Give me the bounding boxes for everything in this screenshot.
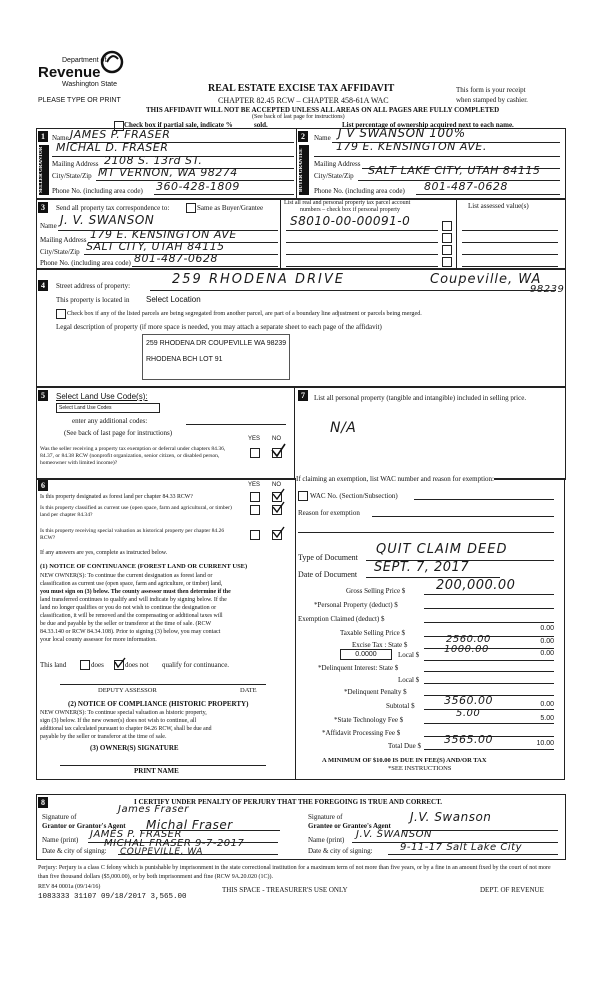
land-use-yes: YES	[248, 436, 261, 442]
notice2-line-3: additional tax calculated pursuant to chapter 84.26 RCW, shall be due and	[40, 726, 212, 732]
parcel-3-personal-checkbox[interactable]	[442, 245, 452, 255]
section-3-badge: 3	[38, 202, 48, 213]
does-checkbox[interactable]	[80, 660, 90, 670]
forest-q2-check-mark	[271, 500, 285, 514]
location-select[interactable]: Select Location	[146, 295, 201, 304]
land-use-label: Select Land Use Code(s):	[56, 392, 148, 401]
personal-property-value[interactable]: N/A	[330, 420, 357, 436]
date-doc-value[interactable]: SEPT. 7, 2017	[374, 560, 470, 575]
treasurer-stamp: 1083333 31107 09/18/2017 3,565.00	[38, 893, 187, 901]
forest-q3: Is this property receiving special valuation as historical property per chapter 84.26 RCW?	[40, 528, 225, 541]
seller-city[interactable]: MT VERNON, WA 98274	[98, 166, 238, 179]
tech-fee-label: *State Technology Fee $	[334, 716, 404, 724]
if-yes-note: If any answers are yes, complete as instructed below.	[40, 550, 168, 556]
excise-state-label: Excise Tax : State $	[352, 641, 408, 649]
property-city[interactable]: Coupeville, WA	[430, 272, 542, 287]
section-5-badge: 5	[38, 390, 48, 401]
taxable-value: 0.00	[540, 625, 554, 632]
wac-checkbox[interactable]	[298, 491, 308, 501]
assessed-header: List assessed value(s)	[468, 202, 529, 210]
revenue-wordmark: Revenue	[38, 64, 101, 81]
minimum-due-note: A MINIMUM OF $10.00 IS DUE IN FEE(S) AND/OR TAX	[322, 757, 487, 764]
partial-sale-label: Check box if partial sale, indicate %	[124, 121, 233, 129]
deferral-no-check-mark	[270, 443, 286, 459]
deputy-date-label: DATE	[240, 687, 257, 694]
land-use-select[interactable]: Select Land Use Codes	[56, 403, 160, 413]
buyer-side-label: BUYER GRANTEE	[299, 145, 309, 195]
buyer-phone-label: Phone No. (including area code)	[314, 187, 405, 195]
corr-phone[interactable]: 801-487-0628	[134, 252, 218, 265]
local-label: Local $	[398, 651, 420, 659]
subtotal-label: Subtotal $	[386, 702, 415, 710]
corr-name-label: Name	[40, 222, 57, 230]
deputy-assessor-label: DEPUTY ASSESSOR	[98, 687, 157, 694]
forest-q3-yes[interactable]	[250, 530, 260, 540]
local2-label: Local $	[398, 676, 420, 684]
section-4-badge: 4	[38, 280, 48, 291]
see-instructions-note: *SEE INSTRUCTIONS	[388, 765, 452, 772]
tech-fee-value: 5.00	[540, 715, 554, 722]
seller-name-1[interactable]: JAMES P. FRASER	[70, 128, 171, 141]
notice1-title: (1) NOTICE OF CONTINUANCE (FOREST LAND OR CURRENT USE)	[40, 563, 248, 570]
notice1-line-7: be due and payable by the seller or transferor at the time of sale. (RCW	[40, 621, 212, 627]
tech-fee-hw[interactable]: 5.00	[456, 708, 481, 719]
wac-label: WAC No. (Section/Subsection)	[310, 492, 398, 500]
certify-statement: I CERTIFY UNDER PENALTY OF PERJURY THAT THE FOREGOING IS TRUE AND CORRECT.	[134, 798, 443, 806]
taxable-label: Taxable Selling Price $	[340, 629, 406, 637]
notice1-line-9: your local county assessor for more information.	[40, 637, 157, 643]
buyer-mailing-label: Mailing Address	[314, 160, 361, 168]
form-chapters: CHAPTER 82.45 RCW – CHAPTER 458-61A WAC	[218, 96, 389, 105]
please-type: PLEASE TYPE OR PRINT	[38, 97, 121, 104]
notice1-line-1: NEW OWNER(S): To continue the current designation as forest land or	[40, 573, 213, 579]
forest-q2: Is this property classified as current use (open space, farm and agricultural, or timber) land per chapter 84.34?	[40, 505, 232, 518]
buyer-city-label: City/State/Zip	[314, 172, 354, 180]
excise-state-value: 0.00	[540, 638, 554, 645]
grantor-print-name[interactable]: JAMES P. FRASER	[90, 829, 182, 840]
this-land-label: This land	[40, 661, 67, 669]
grantor-date-city-label: Date & city of signing:	[42, 847, 107, 855]
grantor-name-print-label: Name (print)	[42, 836, 79, 844]
rev-number: REV 84 0001a (09/14/16)	[38, 884, 101, 890]
same-as-buyer-label: Same as Buyer/Grantee	[197, 204, 264, 212]
date-doc-label: Date of Document	[298, 570, 358, 579]
same-as-buyer-checkbox[interactable]	[186, 203, 196, 213]
form-title: REAL ESTATE EXCISE TAX AFFIDAVIT	[208, 83, 395, 94]
grantor-agent-label: Grantor or Grantor's Agent	[42, 822, 126, 830]
corr-name[interactable]: J. V. SWANSON	[60, 213, 155, 227]
land-use-no: NO	[272, 436, 281, 442]
grantor-signature-1[interactable]: James Fraser	[118, 804, 189, 815]
street-address[interactable]: 259 RHODENA DRIVE	[172, 272, 345, 287]
seller-city-label: City/State/Zip	[52, 172, 92, 180]
section-2-badge: 2	[298, 131, 308, 142]
grantee-date-city[interactable]: 9-11-17 Salt Lake City	[400, 842, 522, 853]
total-due-label: Total Due $	[388, 742, 421, 750]
notice2-line-4: payable by the seller or transferor at the time of sale.	[40, 734, 167, 740]
grantee-sig-of: Signature of	[308, 813, 343, 821]
personal-property-label: List all personal property (tangible and intangible) included in selling price.	[314, 394, 527, 402]
affidavit-fee-label: *Affidavit Processing Fee $	[322, 729, 401, 737]
receipt-note-2: when stamped by cashier.	[456, 96, 528, 104]
excise-state-hw[interactable]: 2560.00	[446, 634, 491, 645]
buyer-name-label: Name	[314, 134, 331, 142]
notice1-line-3: you must sign on (3) below. The county assessor must then determine if the	[40, 589, 231, 595]
legal-description-label: Legal description of property (if more space is needed, you may attach a separate sheet to each page of the affidavit)	[56, 323, 382, 331]
forest-q1: Is this property designated as forest land per chapter 84.33 RCW?	[40, 494, 193, 500]
gross-label: Gross Selling Price $	[346, 587, 406, 595]
deferral-question: Was the seller receiving a property tax exemption or deferral under chapters 84.36, 84.37, or 84.38 RCW (nonprofit organization, senior citizen, or disabled person, homeowner with limited income)?	[40, 446, 226, 466]
sold-label: sold.	[254, 121, 268, 129]
parcels-header-1: List all real and personal property tax parcel account	[284, 200, 411, 206]
forest-q1-check-mark	[271, 487, 285, 501]
segregated-label: Check box if any of the listed parcels are being segregated from another parcel, are part of a boundary line adjustment or parcels being merged.	[67, 310, 422, 317]
corr-mailing-label: Mailing Address	[40, 236, 87, 244]
section-7-badge: 7	[298, 390, 308, 401]
buyer-name-2[interactable]: 179 E. KENSINGTON AVE.	[336, 140, 487, 153]
section-8-badge: 8	[38, 797, 48, 808]
notice2-title: (2) NOTICE OF COMPLIANCE (HISTORIC PROPERTY)	[68, 700, 249, 708]
corr-mailing[interactable]: 179 E. KENSINGTON AVE	[90, 228, 237, 241]
not-accepted-notice: THIS AFFIDAVIT WILL NOT BE ACCEPTED UNLESS ALL AREAS ON ALL PAGES ARE FULLY COMPLETED	[146, 106, 500, 114]
notice2-line-2: sign (3) below. If the new owner(s) does not wish to continue, all	[40, 718, 197, 724]
deferral-yes-checkbox[interactable]	[250, 448, 260, 458]
type-doc-value[interactable]: QUIT CLAIM DEED	[376, 542, 508, 557]
delinq-penalty-label: *Delinquent Penalty $	[344, 688, 407, 696]
does-label: does	[91, 661, 104, 669]
grantee-name-print-label: Name (print)	[308, 836, 345, 844]
corr-city[interactable]: SALT CITY, UTAH 84115	[86, 240, 225, 253]
grantee-print-name[interactable]: J.V. SWANSON	[356, 829, 432, 840]
notice1-line-4: land transferred continues to qualify and will indicate by signing below. If the	[40, 597, 227, 603]
dept-of: Department of	[62, 57, 107, 64]
corr-phone-label: Phone No. (including area code)	[40, 259, 131, 267]
forest-q3-check-mark	[271, 525, 285, 539]
subtotal-hw[interactable]: 3560.00	[444, 694, 493, 707]
parcel-2-personal-checkbox[interactable]	[442, 233, 452, 243]
property-zip[interactable]: 98239	[530, 284, 565, 295]
corr-city-label: City/State/Zip	[40, 248, 80, 256]
total-due-value: 10.00	[536, 740, 554, 747]
local-value: 0.00	[540, 650, 554, 657]
forest-q1-yes[interactable]	[250, 492, 260, 502]
local-rate-box[interactable]: 0.0000	[340, 649, 392, 660]
send-all-label: Send all property tax correspondence to:	[56, 204, 170, 212]
delinq-interest-label: *Delinquent Interest: State $	[318, 664, 399, 672]
legal-line-1: 259 RHODENA DR COUPEVILLE WA 98239	[146, 340, 287, 347]
grantee-date-city-label: Date & city of signing:	[308, 847, 373, 855]
parcel-1-personal-checkbox[interactable]	[442, 221, 452, 231]
owner-signature-label: (3) OWNER(S) SIGNATURE	[90, 744, 179, 752]
buyer-name-1[interactable]: J V SWANSON 100%	[338, 126, 466, 140]
dept-of-revenue-footer: DEPT. OF REVENUE	[480, 886, 544, 894]
total-due-hw[interactable]: 3565.00	[444, 733, 493, 746]
land-use-see-back: (See back of last page for instructions)	[64, 429, 173, 437]
seller-mailing-label: Mailing Address	[52, 160, 99, 168]
seller-mailing[interactable]: 2108 S. 13rd ST.	[104, 154, 203, 167]
grantor-sig-of: Signature of	[42, 813, 77, 821]
notice1-line-8: 84.33.140 or RCW 84.34.108). Prior to signing (3) below, you may contact	[40, 629, 221, 635]
legal-line-2: RHODENA BCH LOT 91	[146, 356, 223, 363]
buyer-city[interactable]: SALT LAKE CITY, UTAH 84115	[368, 164, 541, 177]
forest-no: NO	[272, 482, 281, 488]
parcel-4-personal-checkbox[interactable]	[442, 257, 452, 267]
forest-q2-yes[interactable]	[250, 505, 260, 515]
notice1-line-5: land no longer qualifies or you do not wish to continue the designation or	[40, 605, 217, 611]
exemption-deduct-label: Exemption Claimed (deduct) $	[298, 615, 385, 623]
type-doc-label: Type of Document	[298, 553, 358, 562]
gross-value[interactable]: 200,000.00	[436, 578, 516, 593]
parcels-header-2: numbers – check box if personal property	[300, 207, 400, 213]
receipt-note-1: This form is your receipt	[456, 86, 526, 94]
does-not-label: does not	[125, 661, 149, 669]
forest-yes: YES	[248, 482, 261, 488]
seller-side-label: SELLER GRANTOR	[39, 145, 49, 195]
grantee-agent-label: Grantee or Grantee's Agent	[308, 822, 391, 830]
perjury-notice: Perjury: Perjury is a class C felony which is punishable by imprisonment in the state correctional institution for a maximum term of not more than five years, or by a fine in an amount fixed by the court of not more than five thousand dollars ($5,000.00), or by both imprisonment and fine (RCW 9A.20.020 (1C)).	[38, 865, 551, 880]
additional-codes-label: enter any additional codes:	[72, 417, 148, 425]
section-1-badge: 1	[38, 131, 48, 142]
notice2-line-1: NEW OWNER(S): To continue special valuation as historic property,	[40, 710, 207, 716]
personal-deduct-label: *Personal Property (deduct) $	[314, 601, 398, 609]
segregated-checkbox[interactable]	[56, 309, 66, 319]
seller-phone-label: Phone No. (including area code)	[52, 187, 143, 195]
section-6-badge: 6	[38, 480, 48, 491]
see-back-note: (See back of last page for instructions)	[252, 114, 345, 120]
state-name: Washington State	[62, 81, 117, 88]
grantor-city[interactable]: COUPEVILLE, WA	[120, 847, 203, 857]
seller-phone[interactable]: 360-428-1809	[156, 180, 240, 193]
grantor-print-name-2[interactable]: MICHAL FRASER 9-7-2017	[104, 838, 245, 849]
print-name-label: PRINT NAME	[134, 767, 179, 775]
notice1-line-2: classification as current use (open space, farm and agriculture, or timber) land,	[40, 581, 223, 587]
local-hw[interactable]: 1000.00	[444, 644, 489, 655]
seller-name-2[interactable]: MICHAL D. FRASER	[56, 141, 169, 154]
notice1-line-6: classification, it will be removed and the compensating or additional taxes will	[40, 613, 223, 619]
parcel-1[interactable]: S8010-00-00091-0	[290, 214, 411, 228]
treasurer-space-label: THIS SPACE - TREASURER'S USE ONLY	[222, 886, 348, 894]
exemption-claim-label: If claiming an exemption, list WAC number and reason for exemption:	[296, 475, 494, 483]
subtotal-value: 0.00	[540, 701, 554, 708]
seller-name-label: Name	[52, 134, 69, 142]
located-in-label: This property is located in	[56, 296, 130, 304]
grantee-signature[interactable]: J.V. Swanson	[410, 810, 492, 824]
qualify-label: qualify for continuance.	[162, 661, 230, 669]
buyer-phone[interactable]: 801-487-0628	[424, 180, 508, 193]
grantor-signature-2[interactable]: Michal Fraser	[146, 818, 233, 832]
reason-label: Reason for exemption	[298, 509, 360, 517]
list-pct-label: List percentage of ownership acquired next to each name.	[342, 121, 514, 129]
street-label: Street address of property:	[56, 282, 131, 290]
